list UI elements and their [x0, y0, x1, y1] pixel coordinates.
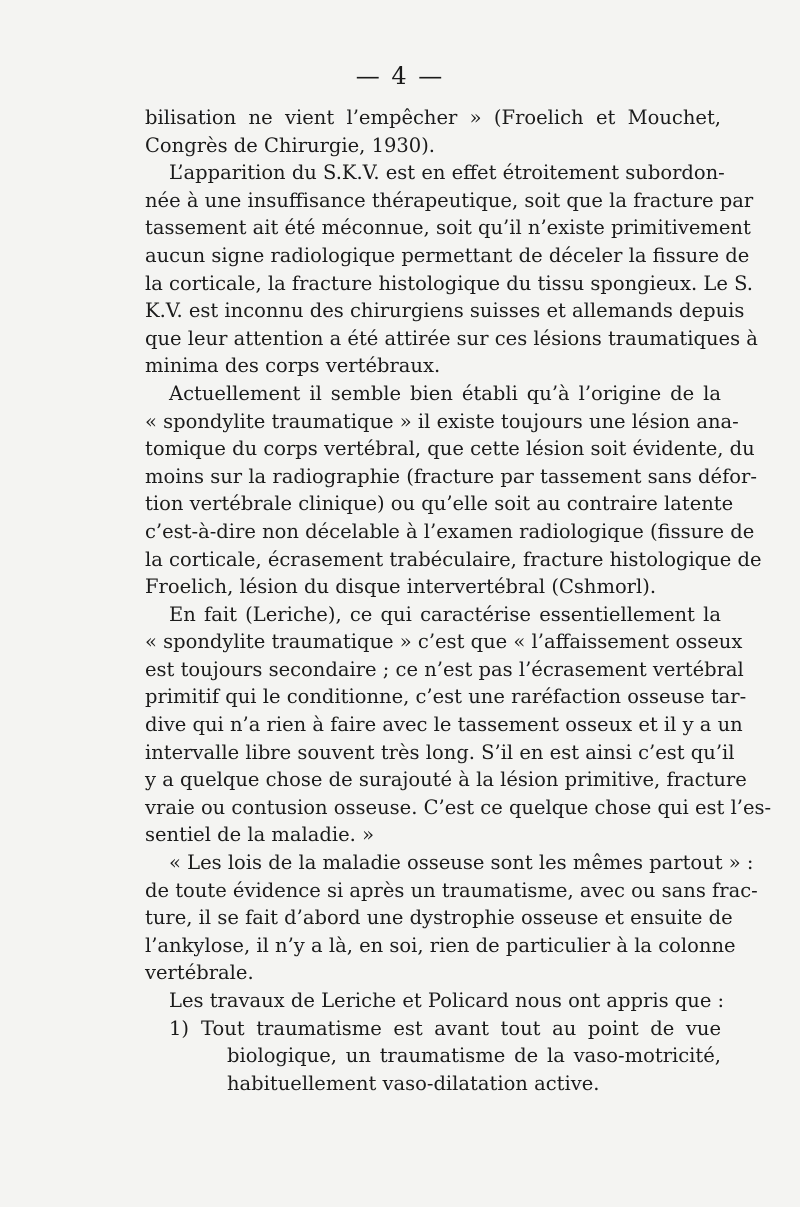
- text-line: de toute évidence si après un traumatisme, avec ou sans frac-: [145, 878, 758, 902]
- text-line: primitif qui le conditionne, c’est une raréfaction osseuse tar-: [145, 685, 747, 709]
- text-line: née à une insuffisance thérapeutique, soit que la fracture par: [145, 188, 754, 212]
- page-number: — 4 —: [355, 62, 445, 90]
- list-item-line: habituellement vaso-dilatation active.: [227, 1071, 600, 1095]
- text-line: tomique du corps vertébral, que cette lésion soit évidente, du: [145, 437, 755, 461]
- list-item-first-line: [145, 1015, 721, 1043]
- body-text: [145, 104, 772, 1097]
- list-item-line: biologique, un traumatisme de la vaso-motricité,: [227, 1044, 721, 1068]
- text-line: Actuellement il semble bien établi qu’à l’origine de la: [169, 381, 721, 405]
- text-line: vraie ou contusion osseuse. C’est ce quelque chose qui est l’es-: [145, 795, 772, 819]
- text-line: aucun signe radiologique permettant de déceler la fissure de: [145, 243, 750, 267]
- text-line: que leur attention a été attirée sur ces lésions traumatiques à: [145, 326, 758, 350]
- text-line: tion vertébrale clinique) ou qu’elle soit au contraire latente: [145, 492, 734, 516]
- text-line: la corticale, écrasement trabéculaire, fracture histologique de: [145, 547, 762, 571]
- text-line: bilisation ne vient l’empêcher » (Froelich et Mouchet,: [145, 106, 721, 129]
- list-item-text: Tout traumatisme est avant tout au point de vue: [201, 1016, 721, 1040]
- text-line: tassement ait été méconnue, soit qu’il n’existe primitivement: [145, 216, 751, 240]
- text-line: y a quelque chose de surajouté à la lésion primitive, fracture: [145, 768, 747, 792]
- text-line: K.V. est inconnu des chirurgiens suisses et allemands depuis: [145, 299, 745, 323]
- text-line: est toujours secondaire ; ce n’est pas l’écrasement vertébral: [145, 657, 744, 681]
- text-line: ture, il se fait d’abord une dystrophie osseuse et ensuite de: [145, 906, 733, 930]
- text-line: intervalle libre souvent très long. S’il en est ainsi c’est qu’il: [145, 740, 735, 764]
- text-line: minima des corps vertébraux.: [145, 354, 441, 378]
- text-line: c’est-à-dire non décelable à l’examen radiologique (fissure de: [145, 519, 755, 543]
- text-line: l’ankylose, il n’y a là, en soi, rien de particulier à la colonne: [145, 933, 736, 957]
- text-line: moins sur la radiographie (fracture par tassement sans défor-: [145, 464, 757, 488]
- text-line: En fait (Leriche), ce qui caractérise essentiellement la: [169, 602, 721, 626]
- text-line: la corticale, la fracture histologique du tissu spongieux. Le S.: [145, 271, 753, 295]
- text-line: « spondylite traumatique » c’est que « l’affaissement osseux: [145, 630, 743, 654]
- text-line: dive qui n’a rien à faire avec le tassement osseux et il y a un: [145, 713, 743, 737]
- text-line: Froelich, lésion du disque intervertébral (Cshmorl).: [145, 575, 657, 599]
- list-marker: 1): [169, 1016, 190, 1040]
- text-line: sentiel de la maladie. »: [145, 823, 375, 847]
- text-line: L’apparition du S.K.V. est en effet étroitement subordon-: [169, 161, 725, 185]
- text-line: « Les lois de la maladie osseuse sont les mêmes partout » :: [169, 851, 754, 875]
- text-line: Congrès de Chirurgie, 1930).: [145, 133, 435, 157]
- text-line: Les travaux de Leriche et Policard nous ont appris que :: [169, 989, 725, 1012]
- text-line: « spondylite traumatique » il existe toujours une lésion ana-: [145, 409, 739, 433]
- text-line: vertébrale.: [145, 961, 254, 985]
